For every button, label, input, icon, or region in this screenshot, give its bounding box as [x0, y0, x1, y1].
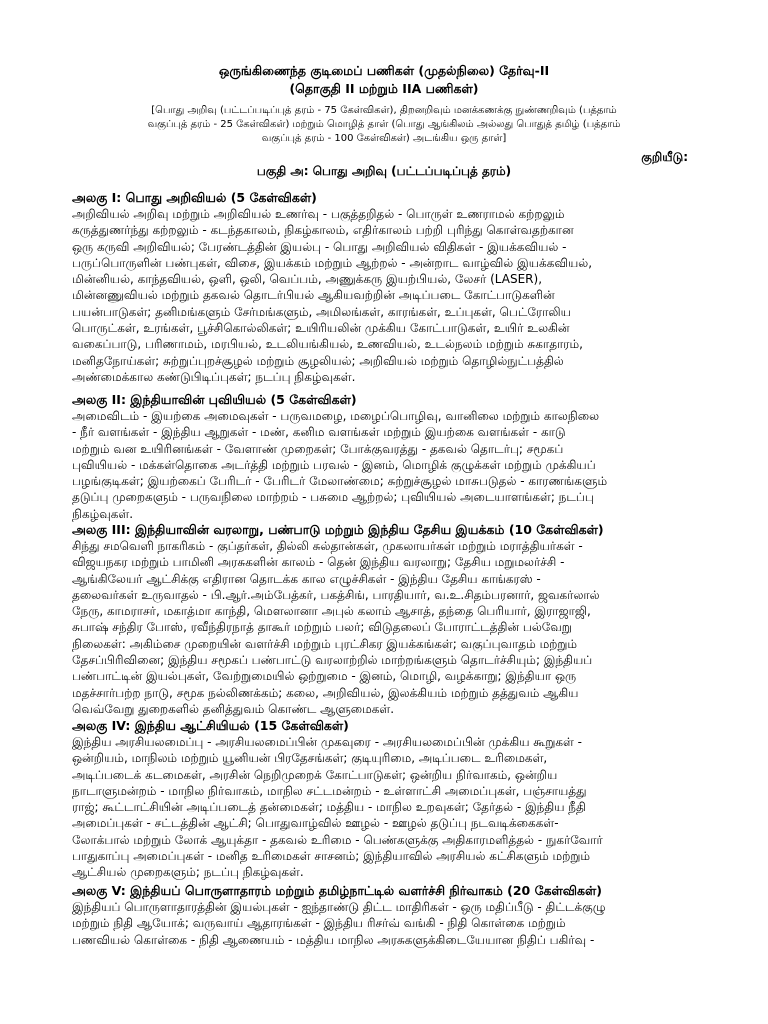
unit-1-line: பருப்பொருளின் பண்புகள், விசை, இயக்கம் மற்றும் ஆற்றல் - அன்றாட வாழ்வில் இயக்கவியல், [72, 255, 593, 270]
unit-1-line: மனிதநோய்கள்; சுற்றுப்புறச்சூழல் மற்றும் சூழலியல்; அறிவியல் மற்றும் தொழில்நுட்பத்தில் [72, 353, 564, 368]
unit-3-line: நிலைகள்: அகிம்சை முறையின் வளர்ச்சி மற்றும் புரட்சிகர இயக்கங்கள்; வகுப்புவாதம் மற்றும் [72, 636, 578, 651]
exam-subtitle: (தொகுதி II மற்றும் IIA பணிகள்) [289, 81, 479, 96]
unit-2-body [72, 408, 696, 522]
paper-note-line-2: வகுப்புத் தரம் - 25 கேள்விகள்) மற்றும் மொழித் தாள் (பொது ஆங்கிலம் அல்லது பொதுத் தமிழ் (பத்தாம் [147, 119, 621, 130]
unit-4-line: இந்திய அரசியலமைப்பு - அரசியலமைப்பின் முகவுரை - அரசியலமைப்பின் முக்கிய கூறுகள் - [72, 735, 583, 749]
unit-2-line: பழங்குடிகள்; இயற்கைப் பேரிடர் - பேரிடர் மேலாண்மை; சுற்றுச்சூழல் மாசுபடுதல் - காரணங்களும் [72, 474, 608, 489]
paper-note-line-3: வகுப்புத் தரம் - 100 கேள்விகள்) அடங்கிய ஒரு தாள்] [261, 133, 507, 144]
unit-4-line: அமைப்புகள் - சட்டத்தின் ஆட்சி; பொதுவாழ்வில் ஊழல் - ஊழல் தடுப்பு நடவடிக்கைகள்- [72, 816, 559, 831]
unit-3-heading: அலகு III: இந்தியாவின் வரலாறு, பண்பாடு மற்றும் இந்திய தேசிய இயக்கம் (10 கேள்விகள்) [72, 522, 604, 537]
unit-3-line: நேரு, காமராசர், மகாத்மா காந்தி, மௌலானா அபுல் கலாம் ஆசாத், தந்தை பெரியார், இராஜாஜி, [72, 604, 591, 619]
unit-5-line: பணவியல் கொள்கை - நிதி ஆணையம் - மத்திய மாநில அரசுகளுக்கிடையேயான நிதிப் பகிர்வு - [72, 932, 595, 947]
unit-5-heading: அலகு V: இந்தியப் பொருளாதாரம் மற்றும் தமிழ்நாட்டில் வளர்ச்சி நிர்வாகம் (20 கேள்விகள்) [72, 883, 602, 898]
unit-1-line: மின்னியல், காந்தவியல், ஒளி, ஒலி, வெப்பம், அணுக்கரு இயற்பியல், லேசர் (LASER), [72, 272, 543, 287]
unit-2-line: புவியியல் - மக்கள்தொகை அடர்த்தி மற்றும் பரவல் - இனம், மொழிக் குழுக்கள் மற்றும் முக்கியப் [72, 457, 596, 472]
unit-4-line: பாதுகாப்பு அமைப்புகள் - மனித உரிமைகள் சாசனம்; இந்தியாவில் அரசியல் கட்சிகளும் மற்றும் [72, 849, 591, 864]
unit-1-line: வகைப்பாடு, பரிணாமம், மரபியல், உடலியங்கியல், உணவியல், உடல்நலம் மற்றும் சுகாதாரம், [72, 337, 583, 352]
unit-5-body [72, 899, 696, 948]
unit-2-heading: அலகு II: இந்தியாவின் புவியியல் (5 கேள்விகள்) [72, 392, 357, 407]
paper-note-line-1: [பொது அறிவு (பட்டப்படிப்புத் தரம் - 75 கேள்விகள்), திறனறிவும் மனக்கணக்கு நுண்ணறிவும் (பத்தாம் [151, 105, 617, 116]
code-label: குறியீடு: [641, 150, 688, 164]
unit-2-line: மற்றும் வன உயிரினங்கள் - வேளாண் முறைகள்; போக்குவரத்து - தகவல் தொடர்பு; சமூகப் [72, 441, 564, 456]
unit-3-line: மதச்சார்பற்ற நாடு, சமூக நல்லிணக்கம்; கலை, அறிவியல், இலக்கியம் மற்றும் தத்துவம் ஆகிய [72, 685, 579, 700]
unit-3-line: பண்பாட்டின் இயல்புகள், வேற்றுமையில் ஒற்றுமை - இனம், மொழி, வழக்காறு; இந்தியா ஒரு [72, 669, 577, 684]
unit-3-line: வெவ்வேறு துறைகளில் தனித்துவம் கொண்ட ஆளுமைகள். [72, 701, 395, 716]
unit-3-line: சிந்து சமவெளி நாகரிகம் - குப்தர்கள், தில்லி சுல்தான்கள், முகலாயர்கள் மற்றும் மராத்தியர்கள் - [72, 539, 583, 553]
unit-4-heading: அலகு IV: இந்திய ஆட்சியியல் (15 கேள்விகள்) [72, 718, 349, 733]
unit-2-line: - நீர் வளங்கள் - இந்திய ஆறுகள் - மண், கனிம வளங்கள் மற்றும் இயற்கை வளங்கள் - காடு [72, 425, 566, 440]
unit-1-line: பொருட்கள், உரங்கள், பூச்சிகொல்லிகள்; உயிரியலின் முக்கிய கோட்பாடுகள், உயிர் உலகின் [72, 321, 570, 336]
unit-1-heading: அலகு I: பொது அறிவியல் (5 கேள்விகள்) [72, 190, 317, 205]
unit-5-line: இந்தியப் பொருளாதாரத்தின் இயல்புகள் - ஐந்தாண்டு திட்ட மாதிரிகள் - ஒரு மதிப்பீடு - திட்டக்குழு [72, 900, 606, 914]
unit-5-line: மற்றும் நிதி ஆயோக்; வருவாய் ஆதாரங்கள் - இந்திய ரிசர்வ் வங்கி - நிதி கொள்கை மற்றும் [72, 916, 566, 931]
unit-1-body [72, 206, 696, 385]
exam-title: ஒருங்கிணைந்த குடிமைப் பணிகள் (முதல்நிலை) தேர்வு-II [218, 63, 550, 78]
unit-3-body [72, 538, 696, 717]
part-title: பகுதி அ: பொது அறிவு (பட்டப்படிப்புத் தரம்) [256, 164, 512, 178]
unit-4-line: நாடாளுமன்றம் - மாநில நிர்வாகம், மாநில சட்டமன்றம் - உள்ளாட்சி அமைப்புகள், பஞ்சாயத்து [72, 783, 587, 798]
unit-1-line: ஒரு கருவி அறிவியல்; பேரண்டத்தின் இயல்பு - பொது அறிவியல் விதிகள் - இயக்கவியல் - [72, 239, 567, 254]
unit-3-line: ஆங்கிலேயர் ஆட்சிக்கு எதிரான தொடக்க கால எழுச்சிகள் - இந்திய தேசிய காங்கரஸ் - [72, 571, 541, 586]
unit-4-body [72, 734, 696, 881]
unit-3-line: தலைவர்கள் உருவாதல் - பி.ஆர்.அம்பேத்கர், பகத்சிங், பாரதியார், வ.உ.சிதம்பரனார், ஜவகர்லால் [72, 587, 600, 602]
unit-2-line: அமைவிடம் - இயற்கை அமைவுகள் - பருவமழை, மழைப்பொழிவு, வானிலை மற்றும் காலநிலை [72, 409, 600, 423]
unit-4-line: அடிப்படைக் கடமைகள், அரசின் நெறிமுறைக் கோட்பாடுகள்; ஒன்றிய நிர்வாகம், ஒன்றிய [72, 767, 558, 782]
unit-1-line: அண்மைக்கால கண்டுபிடிப்புகள்; நடப்பு நிகழ்வுகள். [72, 369, 356, 384]
unit-2-line: நிகழ்வுகள். [72, 506, 134, 521]
unit-2-line: தடுப்பு முறைகளும் - பருவநிலை மாற்றம் - பசுமை ஆற்றல்; புவியியல் அடையாளங்கள்; நடப்பு [72, 490, 594, 505]
unit-1-line: மின்னணுவியல் மற்றும் தகவல் தொடர்பியல் ஆகியவற்றின் அடிப்படை கோட்பாடுகளின் [72, 288, 555, 303]
unit-4-line: ஆட்சியல் முறைகளும்; நடப்பு நிகழ்வுகள். [72, 865, 304, 880]
unit-3-line: விஜயநகர மற்றும் பாமினி அரசுகளின் காலம் - தென் இந்திய வரலாறு; தேசிய மறுமலர்ச்சி - [72, 555, 565, 570]
unit-3-line: சுபாஷ் சந்திர போஸ், ரவீந்திரநாத் தாகூர் மற்றும் பலர்; விடுதலைப் போராட்டத்தின் பல்வேறு [72, 620, 572, 635]
unit-1-line: பயன்பாடுகள்; தனிமங்களும் சேர்மங்களும், அமிலங்கள், காரங்கள், உப்புகள், பெட்ரோலிய [72, 304, 571, 319]
unit-1-line: கருத்துணர்ந்து கற்றலும் - கடந்தகாலம், நிகழ்காலம், எதிர்காலம் பற்றி புரிந்து கொள்வதற்கான [72, 223, 574, 238]
unit-4-line: ராஜ்; கூட்டாட்சியின் அடிப்படைத் தன்மைகள்; மத்திய - மாநில உறவுகள்; தேர்தல் - இந்திய நீதி [72, 800, 586, 815]
unit-1-line: அறிவியல் அறிவு மற்றும் அறிவியல் உணர்வு - பகுத்தறிதல் - பொருள் உணராமல் கற்றலும் [72, 207, 565, 221]
unit-3-line: தேசப்பிரிவினை; இந்திய சமூகப் பண்பாட்டு வரலாற்றில் மாற்றங்களும் தொடர்ச்சியும்; இந்தியப் [72, 653, 593, 668]
unit-4-line: லோக்பால் மற்றும் லோக் ஆயுக்தா - தகவல் உரிமை - பெண்களுக்கு அதிகாரமளித்தல் - நுகர்வோர் [72, 832, 603, 847]
unit-4-line: ஒன்றியம், மாநிலம் மற்றும் யூனியன் பிரதேசங்கள்; குடியுரிமை, அடிப்படை உரிமைகள், [72, 751, 548, 766]
